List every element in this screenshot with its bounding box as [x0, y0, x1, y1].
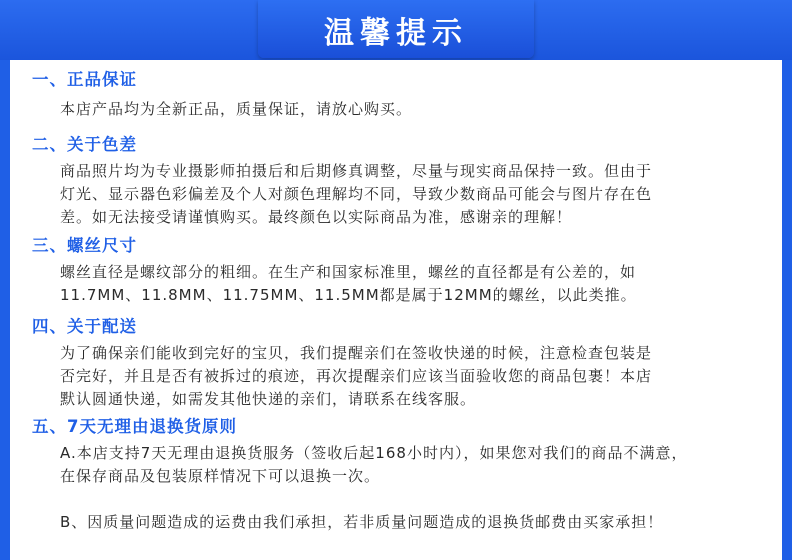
section-text-line: 在保存商品及包装原样情况下可以退换一次。	[60, 467, 381, 485]
section-text-line: A.本店支持7天无理由退换货服务（签收后起168小时内），如果您对我们的商品不满意，	[60, 444, 688, 462]
section-heading: 三、螺丝尺寸	[32, 236, 137, 255]
section-text-line: 11.7MM、11.8MM、11.75MM、11.5MM都是属于12MM的螺丝，以此类推。	[60, 286, 637, 304]
notice-panel	[10, 60, 782, 560]
section-heading: 一、正品保证	[32, 70, 137, 89]
section-text-line: 为了确保亲们能收到完好的宝贝，我们提醒亲们在签收快递的时候，注意检查包装是	[60, 344, 653, 362]
section-text-line: 否完好，并且是否有被拆过的痕迹，再次提醒亲们应该当面验收您的商品包裹！本店	[60, 367, 653, 385]
section-text-line: 差。如无法接受请谨慎购买。最终颜色以实际商品为准，感谢亲的理解！	[60, 208, 573, 226]
section-heading: 四、关于配送	[32, 317, 137, 336]
section-heading: 二、关于色差	[32, 135, 137, 154]
header-banner	[0, 0, 792, 60]
section-text-line: B、因质量问题造成的运费由我们承担，若非质量问题造成的退换货邮费由买家承担！	[60, 513, 664, 531]
section-text-line: 商品照片均为专业摄影师拍摄后和后期修真调整，尽量与现实商品保持一致。但由于	[60, 162, 653, 180]
section-text-line: 默认圆通快递，如需发其他快递的亲们，请联系在线客服。	[60, 390, 477, 408]
section-text-line: 灯光、显示器色彩偏差及个人对颜色理解均不同，导致少数商品可能会与图片存在色	[60, 185, 653, 203]
section-text-line: 本店产品均为全新正品，质量保证，请放心购买。	[60, 100, 413, 118]
title-tab	[258, 0, 534, 58]
page-title: 温馨提示	[324, 16, 468, 51]
section-text-line: 螺丝直径是螺纹部分的粗细。在生产和国家标准里，螺丝的直径都是有公差的，如	[60, 263, 637, 281]
section-heading: 五、7天无理由退换货原则	[32, 417, 237, 436]
